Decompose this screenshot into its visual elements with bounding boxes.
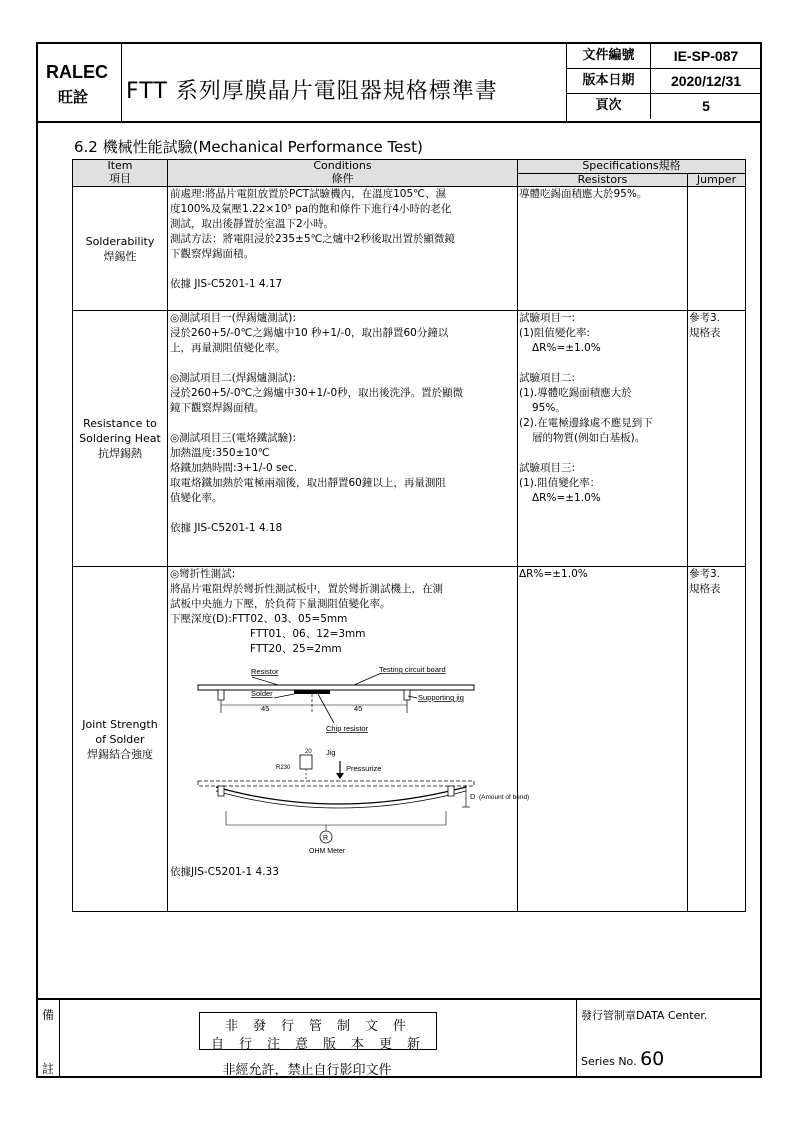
conditions-solderability: 前處理:將晶片電阻放置於PCT試驗機內，在溫度105℃、濕 度100%及氣壓1.22×10⁵ pa的飽和條件下進行4小時的老化 測試，取出後靜置於室溫下2小時。 測試方法：將電阻浸於235±5℃之爐中2秒後取出置於顯微鏡 下觀察焊錫面積。 依據 JIS-C5201-1 4.17 — [168, 187, 518, 311]
item-soldering-heat: Resistance to Soldering Heat 抗焊錫熱 — [73, 311, 168, 567]
item-joint-strength: Joint Strength of Solder 焊錫結合強度 — [73, 567, 168, 912]
copy-notice: 非經允許，禁止自行影印文件 — [222, 1063, 392, 1078]
table-row — [73, 311, 746, 567]
document-title: FTT 系列厚膜晶片電阻器規格標準書 — [126, 79, 498, 104]
svg-text:R: R — [323, 835, 329, 842]
chip-resistor-shape — [294, 690, 330, 694]
bending-test-diagram — [196, 663, 530, 863]
bent-board — [216, 787, 466, 804]
conditions-joint-strength: ◎彎折性測試: 將晶片電阻焊於彎折性測試板中，置於彎折測試機上，在測 試板中央施力下壓，於負荷下量測阻值變化率。 下壓深度(D):FTT02、03、05=5mm FTT01、06、12=3mm FTT20、25=2mm Resistor Testing circuit board Solder 45 45 Supporting jig Chip resistor 20 Jig R230 Pressurize D (Amount of bend) R OHM Meter 依據JIS-C5201-1 4.33 — [168, 567, 518, 912]
header-item: Item 項目 — [73, 160, 168, 187]
meta-page-number: 頁次 5 — [567, 94, 761, 119]
meta-version-date: 版本日期 2020/12/31 — [567, 69, 761, 94]
label-solder: Solder — [251, 689, 273, 698]
table-row — [73, 187, 746, 311]
spec-solderability: 導體吃錫面積應大於95%。 — [518, 187, 688, 311]
remarks-column: 備 註 — [38, 1000, 60, 1076]
svg-text:R230: R230 — [276, 765, 291, 771]
jig-shape — [300, 755, 312, 769]
company-name-zh: 旺詮 — [58, 88, 89, 106]
label-d: D — [470, 792, 476, 801]
table-row — [73, 567, 746, 912]
jumper-soldering-heat: 參考3. 規格表 — [688, 311, 746, 567]
document-header — [38, 44, 760, 123]
label-jig: Jig — [326, 748, 336, 757]
document-meta — [566, 44, 760, 121]
uncontrolled-document-stamp: 非發行管制文件 自行注意版本更新 — [199, 1012, 437, 1050]
label-supporting-jig: Supporting jig — [418, 693, 464, 702]
page-frame — [36, 42, 762, 1078]
jumper-joint-strength: 參考3. 規格表 — [688, 567, 746, 912]
label-pressurize: Pressurize — [346, 764, 382, 773]
company-logo — [38, 44, 122, 121]
header-conditions: Conditions 條件 — [168, 160, 518, 187]
label-dim-1: 45 — [261, 704, 270, 713]
label-chip-resistor: Chip resistor — [326, 724, 369, 733]
mechanical-test-table — [72, 159, 746, 912]
meta-doc-number: 文件編號 IE-SP-087 — [567, 44, 761, 69]
series-number: Series No. 60 — [581, 1048, 665, 1070]
header-specifications: Specifications規格 Resistors Jumper — [518, 160, 746, 187]
testing-board — [198, 685, 474, 690]
label-ohm-meter: OHM Meter — [309, 848, 346, 855]
data-center-label: 發行管制章DATA Center. — [581, 1009, 708, 1022]
company-name-en: RALEC — [46, 62, 108, 82]
jumper-solderability — [688, 187, 746, 311]
label-resistor: Resistor — [251, 667, 279, 676]
label-amount-of-bend: (Amount of bend) — [479, 794, 530, 801]
section-title: 6.2 機械性能試驗(Mechanical Performance Test) — [74, 138, 423, 156]
item-solderability: Solderability 焊錫性 — [73, 187, 168, 311]
spec-joint-strength: ΔR%=±1.0% — [518, 567, 688, 912]
label-dim-2: 45 — [354, 704, 363, 713]
document-footer — [38, 998, 760, 1076]
issue-control — [576, 1000, 760, 1076]
conditions-soldering-heat: ◎測試項目一(焊錫爐測試): 浸於260+5/-0℃之錫爐中10 秒+1/-0，取出靜置60分鐘以 上，再量測阻值變化率。 ◎測試項目二(焊錫爐測試): 浸於260+5/-0℃之錫爐中30+1/-0秒，取出後洗淨。置於顯微 鏡下觀察焊錫面積。 ◎測試項目三(電烙鐵試驗): 加熱溫度:350±10℃ 烙鐵加熱時間:3+1/-0 sec. 取電烙鐵加熱於電極兩端後，取出靜置60鐘以上，再量測阻 值變化率。 依據 JIS-C5201-1 4.18 — [168, 311, 518, 567]
svg-text:20: 20 — [305, 749, 312, 755]
spec-soldering-heat: 試驗項目一: (1)阻值變化率: ΔR%=±1.0% 試驗項目二: (1).導體吃錫面積應大於 95%。 (2).在電極邊緣處不應見到下 層的物質(例如白基板)。 試驗項目三: (1).阻值變化率： ΔR%=±1.0% — [518, 311, 688, 567]
label-testing-board: Testing circuit board — [379, 665, 446, 674]
